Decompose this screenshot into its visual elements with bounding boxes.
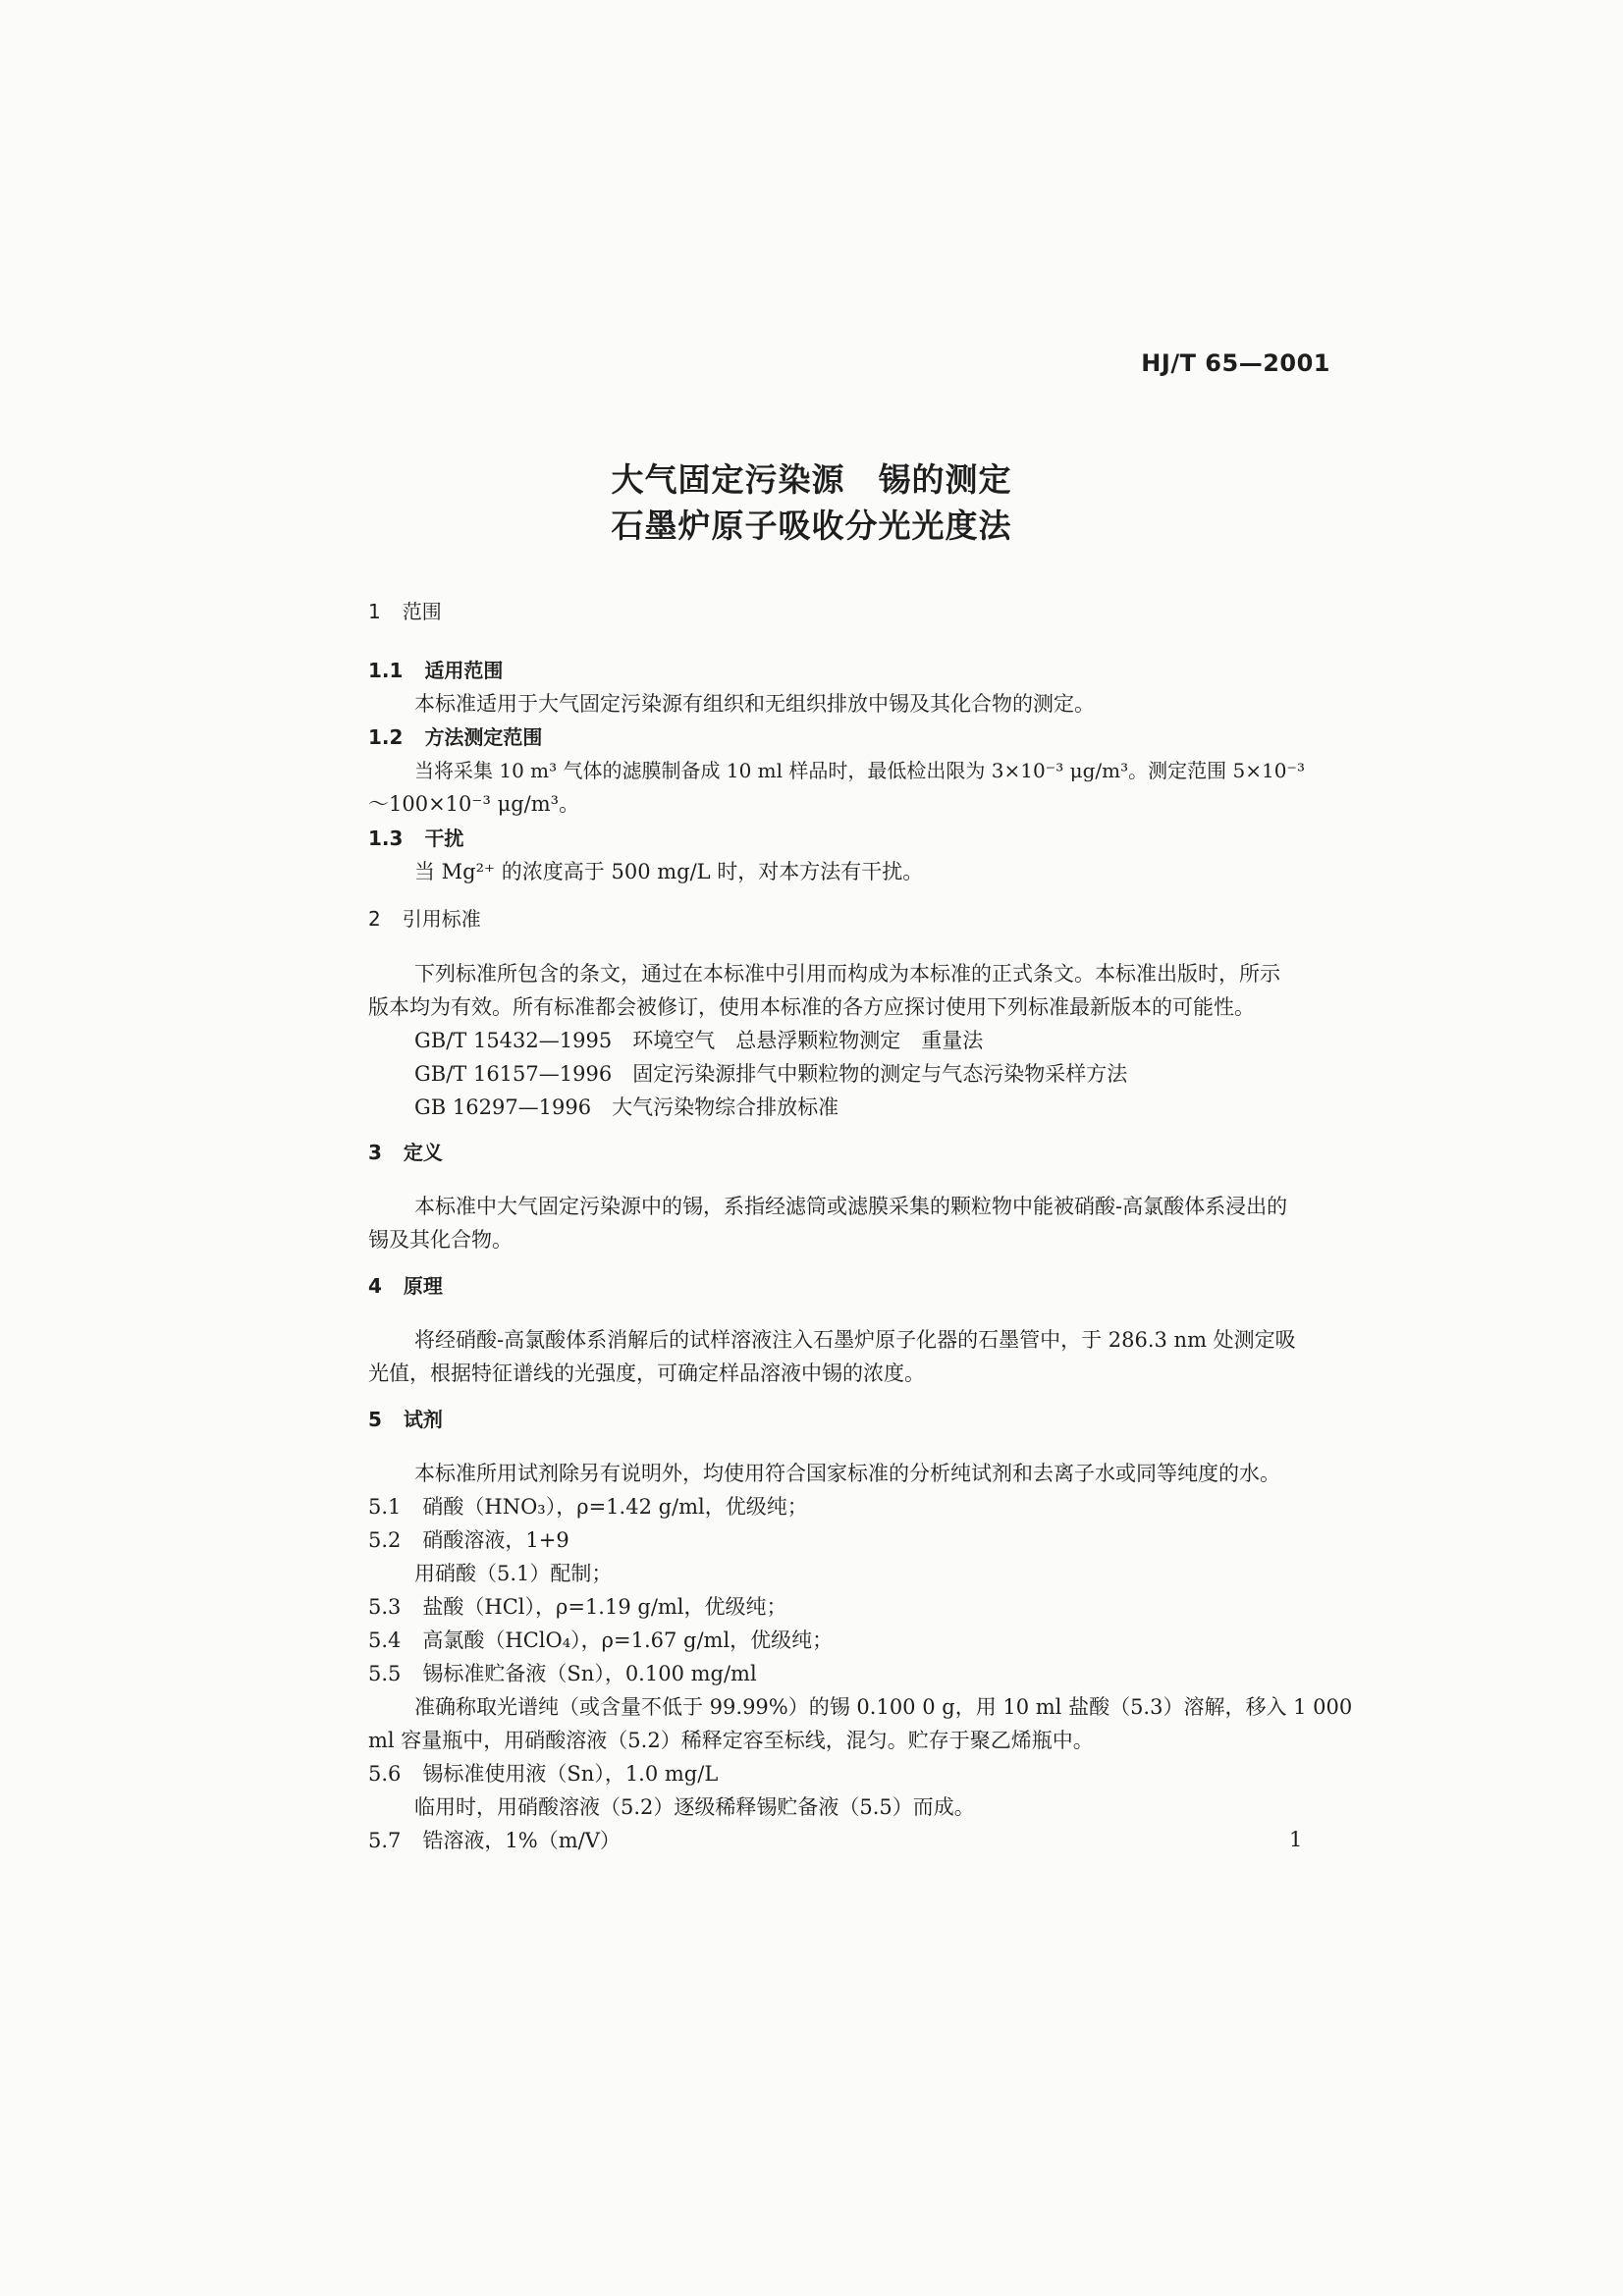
item-text: 锡标准贮备液（Sn），0.100 mg/ml: [422, 1662, 757, 1685]
page-number: 1: [1289, 1828, 1303, 1851]
section-number: 2: [368, 907, 381, 931]
section-title: 试剂: [403, 1408, 443, 1431]
paragraph-line: 当将采集 10 m³ 气体的滤膜制备成 10 ml 样品时，最低检出限为 3×10⁻³ μg/m³。测定范围 5×10⁻³: [414, 759, 1305, 782]
document-title-line1: 大气固定污染源 锡的测定: [611, 460, 1012, 499]
section-2-heading: [368, 905, 481, 933]
section-3-heading: [368, 1139, 443, 1166]
section-title: 原理: [403, 1274, 443, 1298]
paragraph-line: 准确称取光谱纯（或含量不低于 99.99%）的锡 0.100 0 g，用 10 ml 盐酸（5.3）溶解，移入 1 000: [414, 1695, 1353, 1719]
item-number: 5.7: [368, 1829, 402, 1852]
paragraph-line: 下列标准所包含的条文，通过在本标准中引用而构成为本标准的正式条文。本标准出版时，所示: [414, 962, 1280, 986]
section-number: 3: [368, 1141, 382, 1164]
standard-code: HJ/T 65—2001: [1141, 349, 1330, 377]
section-number: 1.3: [368, 827, 404, 850]
paragraph-line: 光值，根据特征谱线的光强度，可确定样品溶液中锡的浓度。: [368, 1362, 925, 1385]
item-number: 5.1: [368, 1495, 402, 1519]
item-5-2: [368, 1526, 569, 1554]
item-text: 硝酸（HNO₃），ρ=1.42 g/ml，优级纯；: [422, 1495, 808, 1519]
paragraph-line: 本标准中大气固定污染源中的锡，系指经滤筒或滤膜采集的颗粒物中能被硝酸-高氯酸体系浸出的: [414, 1195, 1288, 1218]
section-number: 1.1: [368, 659, 404, 682]
section-title: 适用范围: [424, 659, 504, 682]
item-5-6: [368, 1760, 718, 1788]
section-1-3-heading: [368, 825, 463, 852]
item-5-5: [368, 1660, 757, 1687]
section-title: 定义: [403, 1141, 443, 1164]
paragraph-line: 本标准适用于大气固定污染源有组织和无组织排放中锡及其化合物的测定。: [414, 692, 1095, 716]
section-title: 方法测定范围: [424, 725, 543, 749]
section-1-heading: [368, 598, 442, 625]
section-title: 干扰: [424, 827, 464, 850]
item-number: 5.3: [368, 1595, 402, 1619]
paragraph-line: ～100×10⁻³ μg/m³。: [368, 792, 580, 816]
section-1-1-heading: [368, 657, 503, 684]
item-text: 锡标准使用液（Sn），1.0 mg/L: [422, 1762, 719, 1786]
section-number: 1: [368, 600, 381, 623]
paragraph-line: 用硝酸（5.1）配制；: [414, 1562, 613, 1585]
paragraph-line: 版本均为有效。所有标准都会被修订，使用本标准的各方应探讨使用下列标准最新版本的可能性。: [368, 995, 1255, 1019]
section-number: 5: [368, 1408, 382, 1431]
item-5-4: [368, 1627, 833, 1654]
reference-standard: GB/T 16157—1996 固定污染源排气中颗粒物的测定与气态污染物采样方法: [414, 1062, 1128, 1086]
section-title: 范围: [402, 600, 442, 623]
reference-standard: GB 16297—1996 大气污染物综合排放标准: [414, 1095, 839, 1119]
item-5-3: [368, 1593, 787, 1621]
item-text: 硝酸溶液，1+9: [422, 1528, 569, 1552]
paragraph-line: 将经硝酸-高氯酸体系消解后的试样溶液注入石墨炉原子化器的石墨管中，于 286.3 nm 处测定吸: [414, 1328, 1296, 1352]
section-1-2-heading: [368, 723, 542, 751]
section-4-heading: [368, 1272, 443, 1300]
reference-standard: GB/T 15432—1995 环境空气 总悬浮颗粒物测定 重量法: [414, 1029, 984, 1052]
paragraph-line: 当 Mg²⁺ 的浓度高于 500 mg/L 时，对本方法有干扰。: [414, 860, 924, 883]
item-text: 高氯酸（HClO₄），ρ=1.67 g/ml，优级纯；: [422, 1629, 834, 1652]
item-number: 5.5: [368, 1662, 402, 1685]
section-number: 4: [368, 1274, 382, 1298]
paragraph-line: 本标准所用试剂除另有说明外，均使用符合国家标准的分析纯试剂和去离子水或同等纯度的水。: [414, 1462, 1280, 1485]
section-5-heading: [368, 1406, 443, 1433]
item-5-7: [368, 1827, 621, 1854]
item-text: 锆溶液，1%（m/V）: [422, 1829, 621, 1852]
document-title-line2: 石墨炉原子吸收分光光度法: [611, 507, 1012, 545]
item-number: 5.2: [368, 1528, 402, 1552]
paragraph-line: 锡及其化合物。: [368, 1228, 513, 1252]
item-number: 5.6: [368, 1762, 402, 1786]
section-number: 1.2: [368, 725, 404, 749]
paragraph-line: ml 容量瓶中，用硝酸溶液（5.2）稀释定容至标线，混匀。贮存于聚乙烯瓶中。: [368, 1729, 1094, 1752]
section-title: 引用标准: [402, 907, 481, 931]
item-5-1: [368, 1493, 808, 1521]
paragraph-line: 临用时，用硝酸溶液（5.2）逐级稀释锡贮备液（5.5）而成。: [414, 1795, 975, 1819]
item-text: 盐酸（HCl），ρ=1.19 g/ml，优级纯；: [422, 1595, 787, 1619]
item-number: 5.4: [368, 1629, 402, 1652]
